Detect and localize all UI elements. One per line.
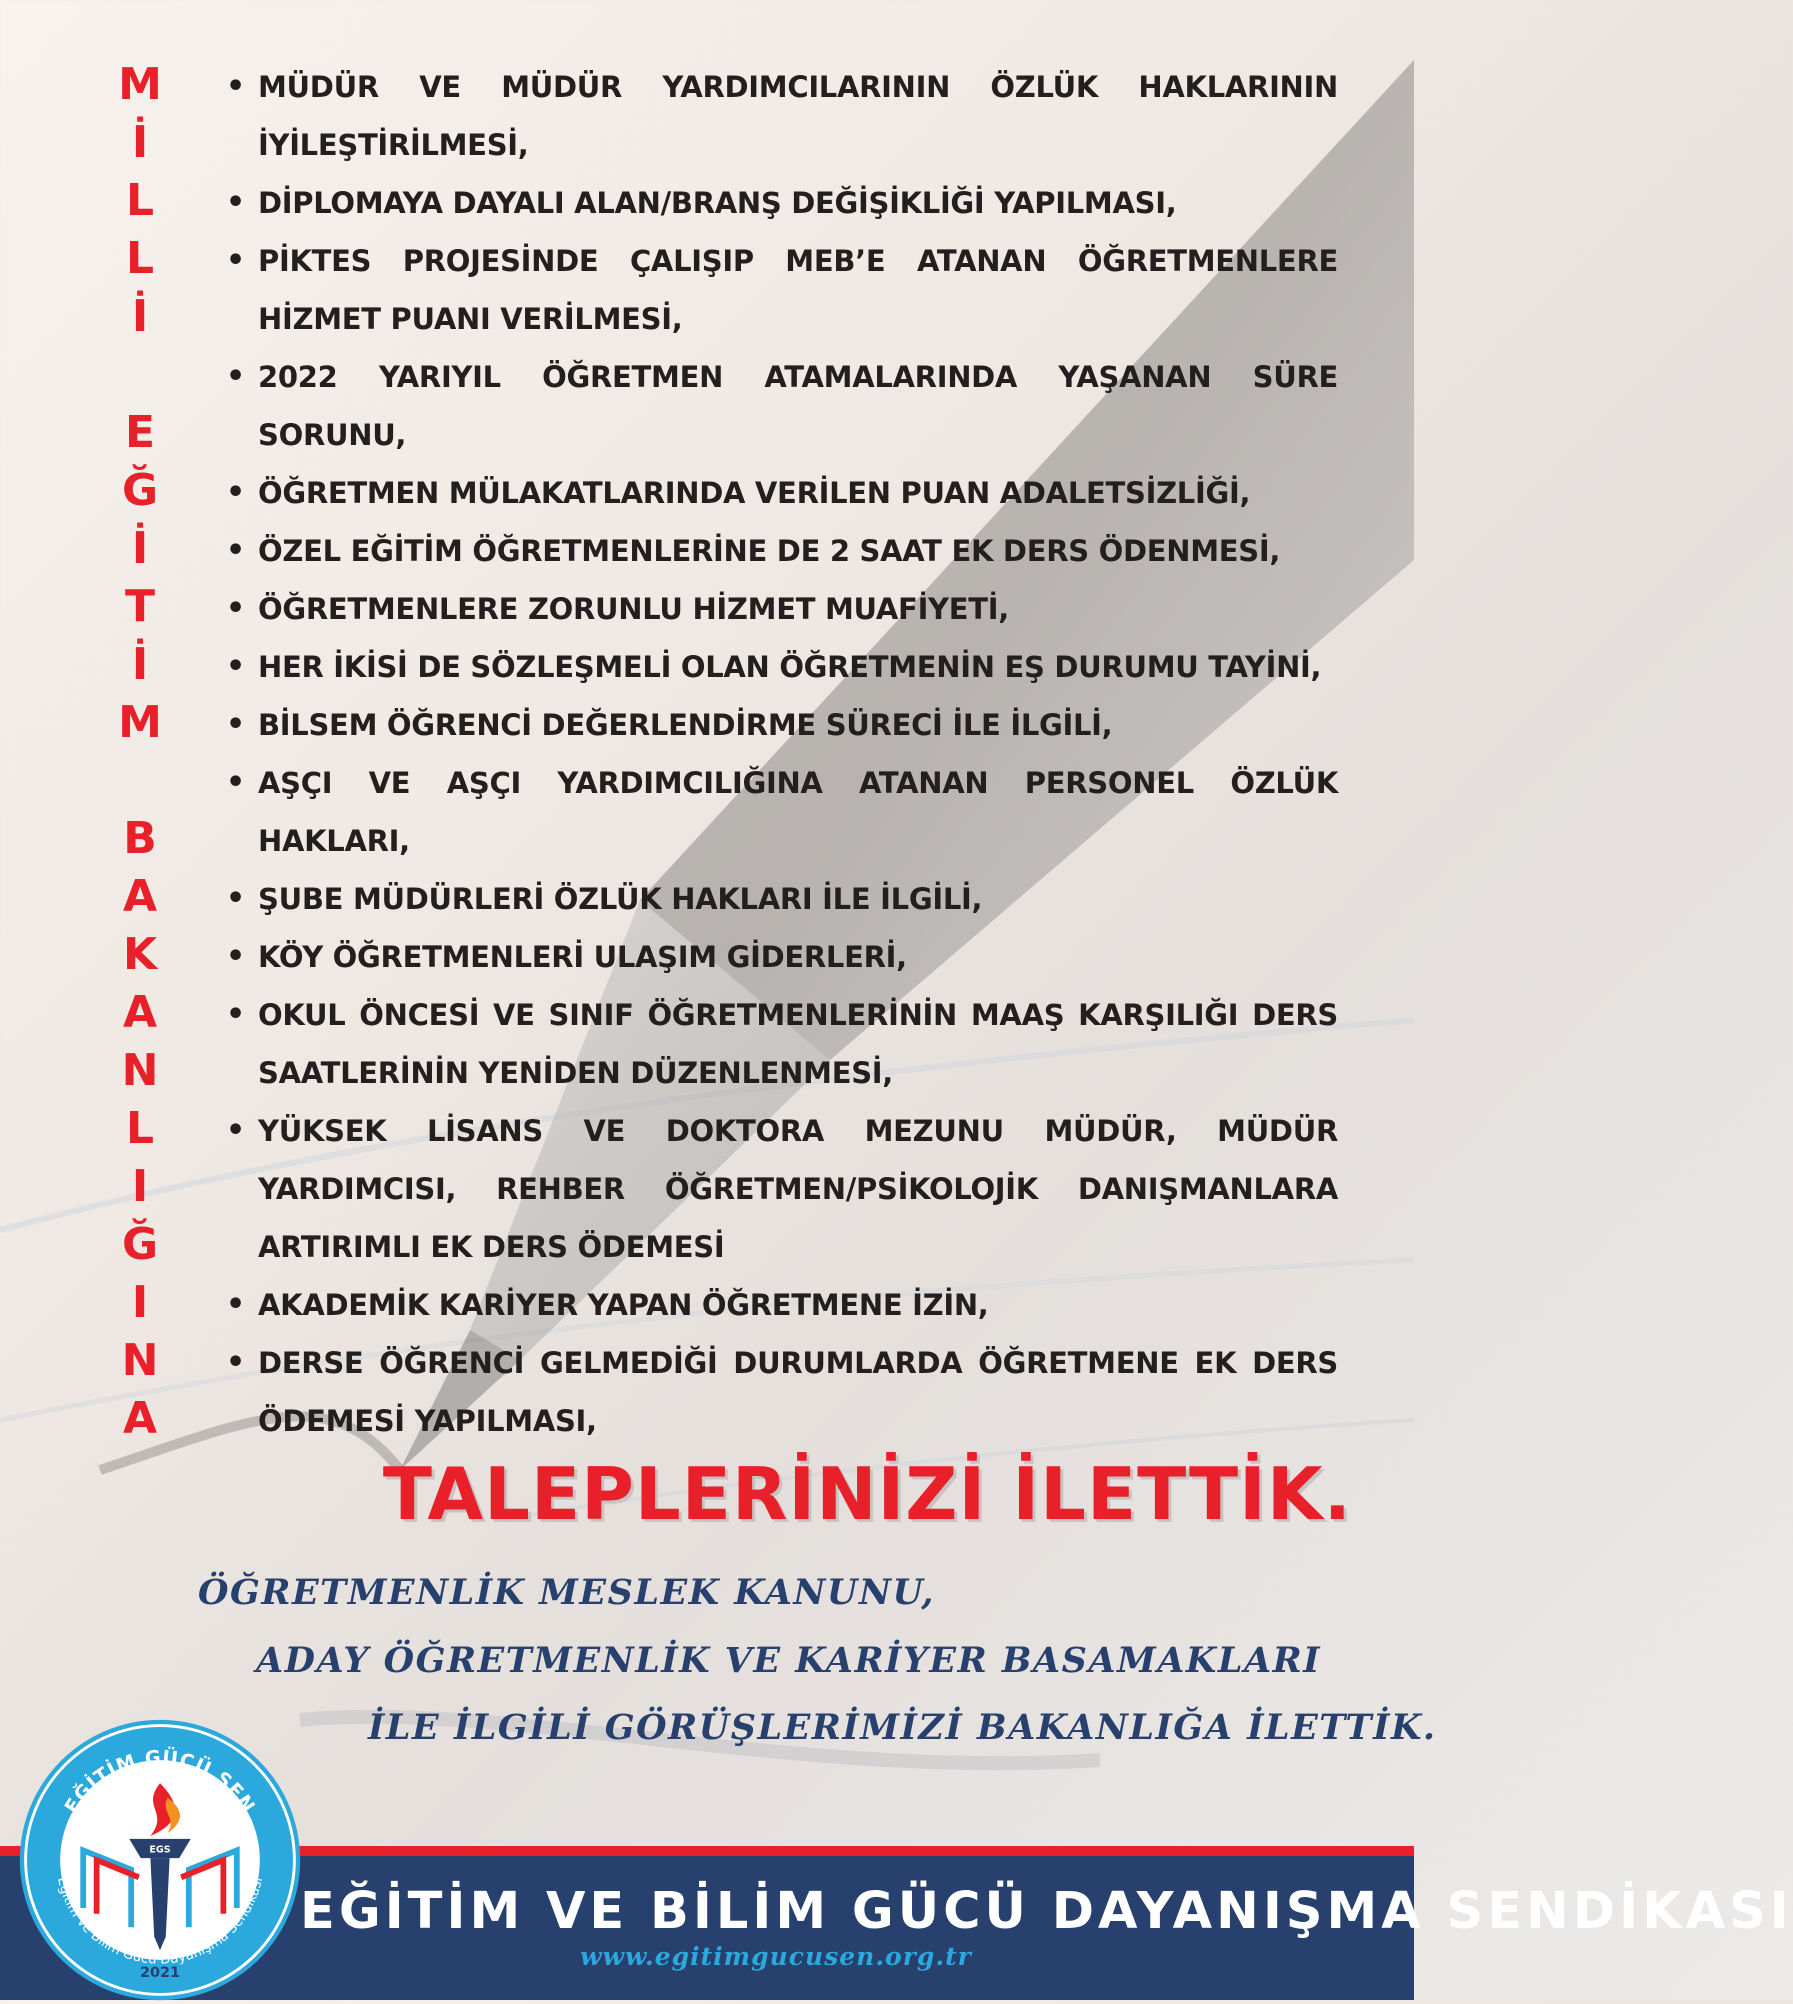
union-logo bbox=[16, 1716, 304, 2004]
demand-item bbox=[222, 464, 1338, 522]
demand-item bbox=[222, 522, 1338, 580]
title-letter: A bbox=[122, 1393, 158, 1444]
title-letter: M bbox=[118, 697, 162, 748]
title-letter: A bbox=[122, 871, 158, 922]
demand-item bbox=[222, 870, 1338, 928]
demand-text: ŞUBE MÜDÜRLERİ ÖZLÜK HAKLARI İLE İLGİLİ, bbox=[258, 882, 983, 916]
bullet-icon: • bbox=[226, 939, 245, 974]
bullet-icon: • bbox=[226, 533, 245, 568]
title-letter: Ğ bbox=[121, 1219, 159, 1270]
title-letter: K bbox=[122, 929, 158, 980]
demand-text: MÜDÜR VE MÜDÜR YARDIMCILARININ ÖZLÜK HAKLARININ İYİLEŞTİRİLMESİ, bbox=[258, 70, 1338, 162]
info-line-1: ÖĞRETMENLİK MESLEK KANUNU, bbox=[198, 1572, 935, 1613]
logo-ring-text: Eğitim Ve Bilim Gücü Dayanışma Sendikası bbox=[53, 1875, 266, 1968]
demand-text: ÖZEL EĞİTİM ÖĞRETMENLERİNE DE 2 SAAT EK DERS ÖDENMESİ, bbox=[258, 534, 1281, 568]
demand-text: KÖY ÖĞRETMENLERİ ULAŞIM GİDERLERİ, bbox=[258, 940, 907, 974]
bullet-icon: • bbox=[226, 359, 245, 394]
title-letter: N bbox=[121, 1045, 159, 1096]
demand-text: DERSE ÖĞRENCİ GELMEDİĞİ DURUMLARDA ÖĞRETMENE EK DERS ÖDEMESİ YAPILMASI, bbox=[258, 1346, 1338, 1438]
title-letter: İ bbox=[131, 117, 149, 168]
demand-text: PİKTES PROJESİNDE ÇALIŞIP MEB’E ATANAN ÖĞRETMENLERE HİZMET PUANI VERİLMESİ, bbox=[258, 244, 1338, 336]
demand-item bbox=[222, 1102, 1338, 1276]
demand-text: YÜKSEK LİSANS VE DOKTORA MEZUNU MÜDÜR, MÜDÜR YARDIMCISI, REHBER ÖĞRETMEN/PSİKOLOJİK DANIŞMANLARA ARTIRIMLI EK DERS ÖDEMESİ bbox=[258, 1114, 1338, 1264]
demand-text: 2022 YARIYIL ÖĞRETMEN ATAMALARINDA YAŞANAN SÜRE SORUNU, bbox=[258, 360, 1338, 452]
title-letter: A bbox=[122, 987, 158, 1038]
bullet-icon: • bbox=[226, 649, 245, 684]
bullet-icon: • bbox=[226, 997, 245, 1032]
demand-text: BİLSEM ÖĞRENCİ DEĞERLENDİRME SÜRECİ İLE İLGİLİ, bbox=[258, 708, 1113, 742]
demand-item bbox=[222, 58, 1338, 174]
demand-item bbox=[222, 580, 1338, 638]
demand-text: ÖĞRETMEN MÜLAKATLARINDA VERİLEN PUAN ADALETSİZLİĞİ, bbox=[258, 476, 1251, 510]
bullet-icon: • bbox=[226, 243, 245, 278]
title-letter: I bbox=[131, 1161, 149, 1212]
logo-top-text: EĞİTİM GÜCÜ SEN bbox=[59, 1745, 261, 1818]
demand-item bbox=[222, 754, 1338, 870]
title-letter: L bbox=[125, 1103, 155, 1154]
bullet-icon: • bbox=[226, 1287, 245, 1322]
union-name: EĞİTİM VE BİLİM GÜCÜ DAYANIŞMA SENDİKASI bbox=[300, 1882, 1793, 1941]
demand-item bbox=[222, 1276, 1338, 1334]
vertical-title-milli-egitim-bakanligina bbox=[108, 56, 172, 1448]
bullet-icon: • bbox=[226, 185, 245, 220]
info-line-2: ADAY ÖĞRETMENLİK VE KARİYER BASAMAKLARI bbox=[256, 1640, 1322, 1681]
demand-text: OKUL ÖNCESİ VE SINIF ÖĞRETMENLERİNİN MAAŞ KARŞILIĞI DERS SAATLERİNİN YENİDEN DÜZENLENMESİ, bbox=[258, 998, 1338, 1090]
demand-item bbox=[222, 696, 1338, 754]
bullet-icon: • bbox=[226, 591, 245, 626]
website-link[interactable]: www.egitimgucusen.org.tr bbox=[580, 1942, 972, 1971]
bullet-icon: • bbox=[226, 1113, 245, 1148]
demand-text: AŞÇI VE AŞÇI YARDIMCILIĞINA ATANAN PERSONEL ÖZLÜK HAKLARI, bbox=[258, 766, 1338, 858]
bullet-icon: • bbox=[226, 475, 245, 510]
demand-item bbox=[222, 986, 1338, 1102]
title-letter: T bbox=[124, 581, 155, 632]
logo-year: 2021 bbox=[139, 1965, 181, 1982]
bullet-icon: • bbox=[226, 707, 245, 742]
bullet-icon: • bbox=[226, 69, 245, 104]
demand-text: AKADEMİK KARİYER YAPAN ÖĞRETMENE İZİN, bbox=[258, 1288, 989, 1322]
title-letter: B bbox=[123, 813, 157, 864]
demand-item bbox=[222, 638, 1338, 696]
demands-list bbox=[222, 58, 1338, 1450]
title-letter: L bbox=[125, 175, 155, 226]
demand-item bbox=[222, 174, 1338, 232]
demand-item bbox=[222, 928, 1338, 986]
title-letter: N bbox=[121, 1335, 159, 1386]
info-line-3: İLE İLGİLİ GÖRÜŞLERİMİZİ BAKANLIĞA İLETTİK. bbox=[368, 1707, 1437, 1748]
demand-item bbox=[222, 1334, 1338, 1450]
title-letter: İ bbox=[131, 291, 149, 342]
demand-text: ÖĞRETMENLERE ZORUNLU HİZMET MUAFİYETİ, bbox=[258, 592, 1009, 626]
title-letter: E bbox=[124, 407, 156, 458]
title-letter: Ğ bbox=[121, 465, 159, 516]
demand-text: DİPLOMAYA DAYALI ALAN/BRANŞ DEĞİŞİKLİĞİ YAPILMASI, bbox=[258, 186, 1177, 220]
title-letter: L bbox=[125, 233, 155, 284]
headline-talepler-iletildi: TALEPLERİNİZİ İLETTİK. bbox=[382, 1452, 1352, 1536]
title-letter: M bbox=[118, 59, 162, 110]
logo-badge: EGS bbox=[149, 1844, 171, 1856]
demand-item bbox=[222, 232, 1338, 348]
title-letter: İ bbox=[131, 523, 149, 574]
title-letter: I bbox=[131, 1277, 149, 1328]
title-letter: İ bbox=[131, 639, 149, 690]
bullet-icon: • bbox=[226, 1345, 245, 1380]
demand-text: HER İKİSİ DE SÖZLEŞMELİ OLAN ÖĞRETMENİN EŞ DURUMU TAYİNİ, bbox=[258, 650, 1322, 684]
demand-item bbox=[222, 348, 1338, 464]
bullet-icon: • bbox=[226, 881, 245, 916]
bullet-icon: • bbox=[226, 765, 245, 800]
